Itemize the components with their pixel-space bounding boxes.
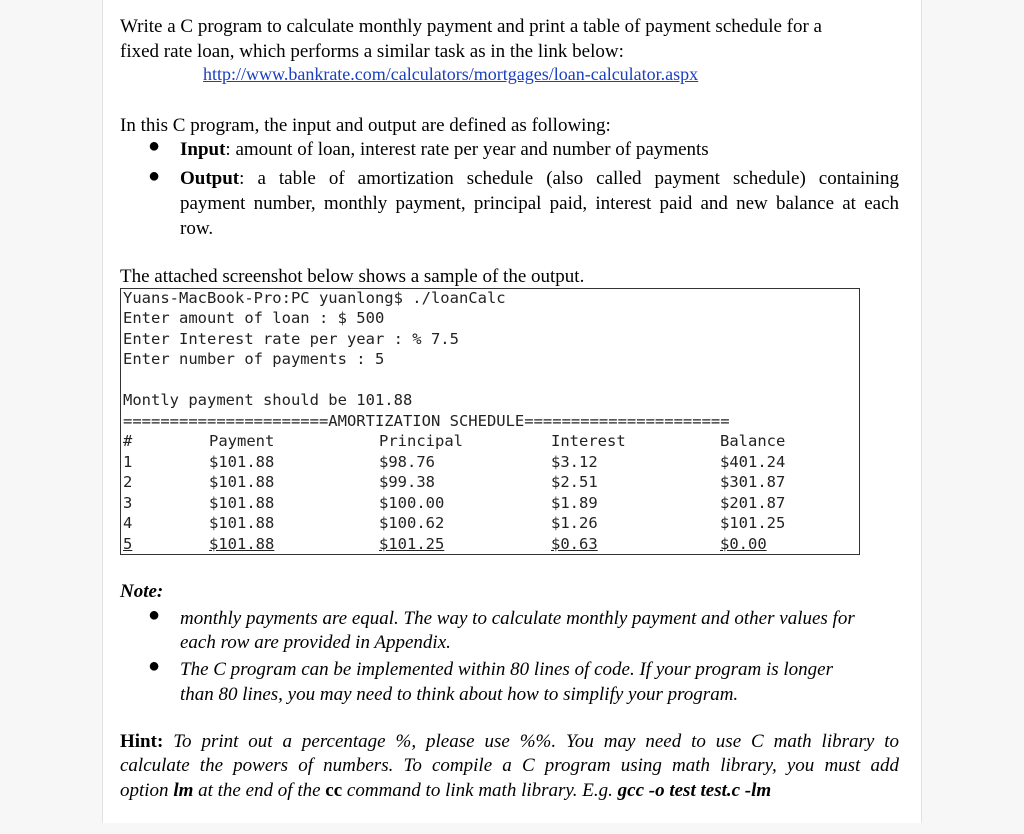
- row-payment: $101.88: [209, 473, 275, 491]
- row-number: 2: [123, 473, 133, 491]
- row-principal: $100.62: [379, 514, 445, 532]
- note-1-line-1: monthly payments are equal. The way to calculate monthly payment and other values for: [180, 608, 855, 629]
- row-interest: $0.63: [551, 535, 598, 553]
- terminal-prompt: Yuans-MacBook-Pro:PC yuanlong$ ./loanCalc: [123, 289, 506, 307]
- header-principal: Principal: [379, 432, 463, 450]
- bankrate-link[interactable]: http://www.bankrate.com/calculators/mortgages/loan-calculator.aspx: [203, 64, 699, 84]
- row-payment: $101.88: [209, 494, 275, 512]
- row-interest: $1.89: [551, 494, 598, 512]
- header-number: #: [123, 432, 133, 450]
- input-amount-line: Enter amount of loan : $ 500: [123, 309, 385, 327]
- row-interest: $3.12: [551, 453, 598, 471]
- bullet-icon: ●: [148, 604, 161, 626]
- row-principal: $101.25: [379, 535, 445, 553]
- terminal-screenshot: [120, 288, 860, 555]
- row-balance: $301.87: [720, 473, 786, 491]
- row-payment: $101.88: [209, 453, 275, 471]
- row-interest: $2.51: [551, 473, 598, 491]
- row-payment: $101.88: [209, 535, 275, 553]
- row-balance: $101.25: [720, 514, 786, 532]
- input-definition: Input: amount of loan, interest rate per year and number of payments: [180, 139, 709, 160]
- intro-line-1: Write a C program to calculate monthly payment and print a table of payment schedule for a: [120, 16, 822, 37]
- bullet-icon: ●: [148, 165, 161, 187]
- row-interest: $1.26: [551, 514, 598, 532]
- header-payment: Payment: [209, 432, 275, 450]
- row-number: 1: [123, 453, 133, 471]
- note-2-line-1: The C program can be implemented within 80 lines of code. If your program is longer: [180, 659, 833, 680]
- header-balance: Balance: [720, 432, 786, 450]
- row-principal: $98.76: [379, 453, 435, 471]
- intro-line-2: fixed rate loan, which performs a similar task as in the link below:: [120, 41, 624, 62]
- row-payment: $101.88: [209, 514, 275, 532]
- row-principal: $100.00: [379, 494, 445, 512]
- hint-line-2: calculate the powers of numbers. To compile a C program using math library, you must add: [120, 755, 899, 776]
- output-definition-line-2: payment number, monthly payment, principal paid, interest paid and new balance at each: [180, 193, 899, 214]
- bullet-icon: ●: [148, 655, 161, 677]
- row-balance: $401.24: [720, 453, 786, 471]
- output-definition-line-3: row.: [180, 218, 214, 239]
- schedule-divider: ======================AMORTIZATION SCHEDULE======================: [123, 412, 730, 430]
- note-2-line-2: than 80 lines, you may need to think about how to simplify your program.: [180, 684, 739, 705]
- hint-line-1: Hint: To print out a percentage %, please use %%. You may need to use C math library to: [120, 731, 900, 752]
- row-number: 5: [123, 535, 133, 553]
- header-interest: Interest: [551, 432, 626, 450]
- io-intro: In this C program, the input and output are defined as following:: [120, 115, 611, 136]
- row-balance: $201.87: [720, 494, 786, 512]
- input-payments-line: Enter number of payments : 5: [123, 350, 385, 368]
- screenshot-caption: The attached screenshot below shows a sample of the output.: [120, 266, 585, 287]
- monthly-payment-line: Montly payment should be 101.88: [123, 391, 413, 409]
- row-principal: $99.38: [379, 473, 435, 491]
- note-label: Note:: [120, 581, 164, 602]
- hint-line-3: option lm at the end of the cc command to link math library. E.g. gcc -o test test.c -lm: [120, 780, 772, 801]
- output-definition-line-1: Output: a table of amortization schedule (also called payment schedule) containing: [180, 168, 899, 189]
- row-balance: $0.00: [720, 535, 767, 553]
- bullet-icon: ●: [148, 135, 161, 157]
- row-number: 3: [123, 494, 133, 512]
- note-1-line-2: each row are provided in Appendix.: [180, 632, 451, 653]
- input-rate-line: Enter Interest rate per year : % 7.5: [123, 330, 459, 348]
- row-number: 4: [123, 514, 133, 532]
